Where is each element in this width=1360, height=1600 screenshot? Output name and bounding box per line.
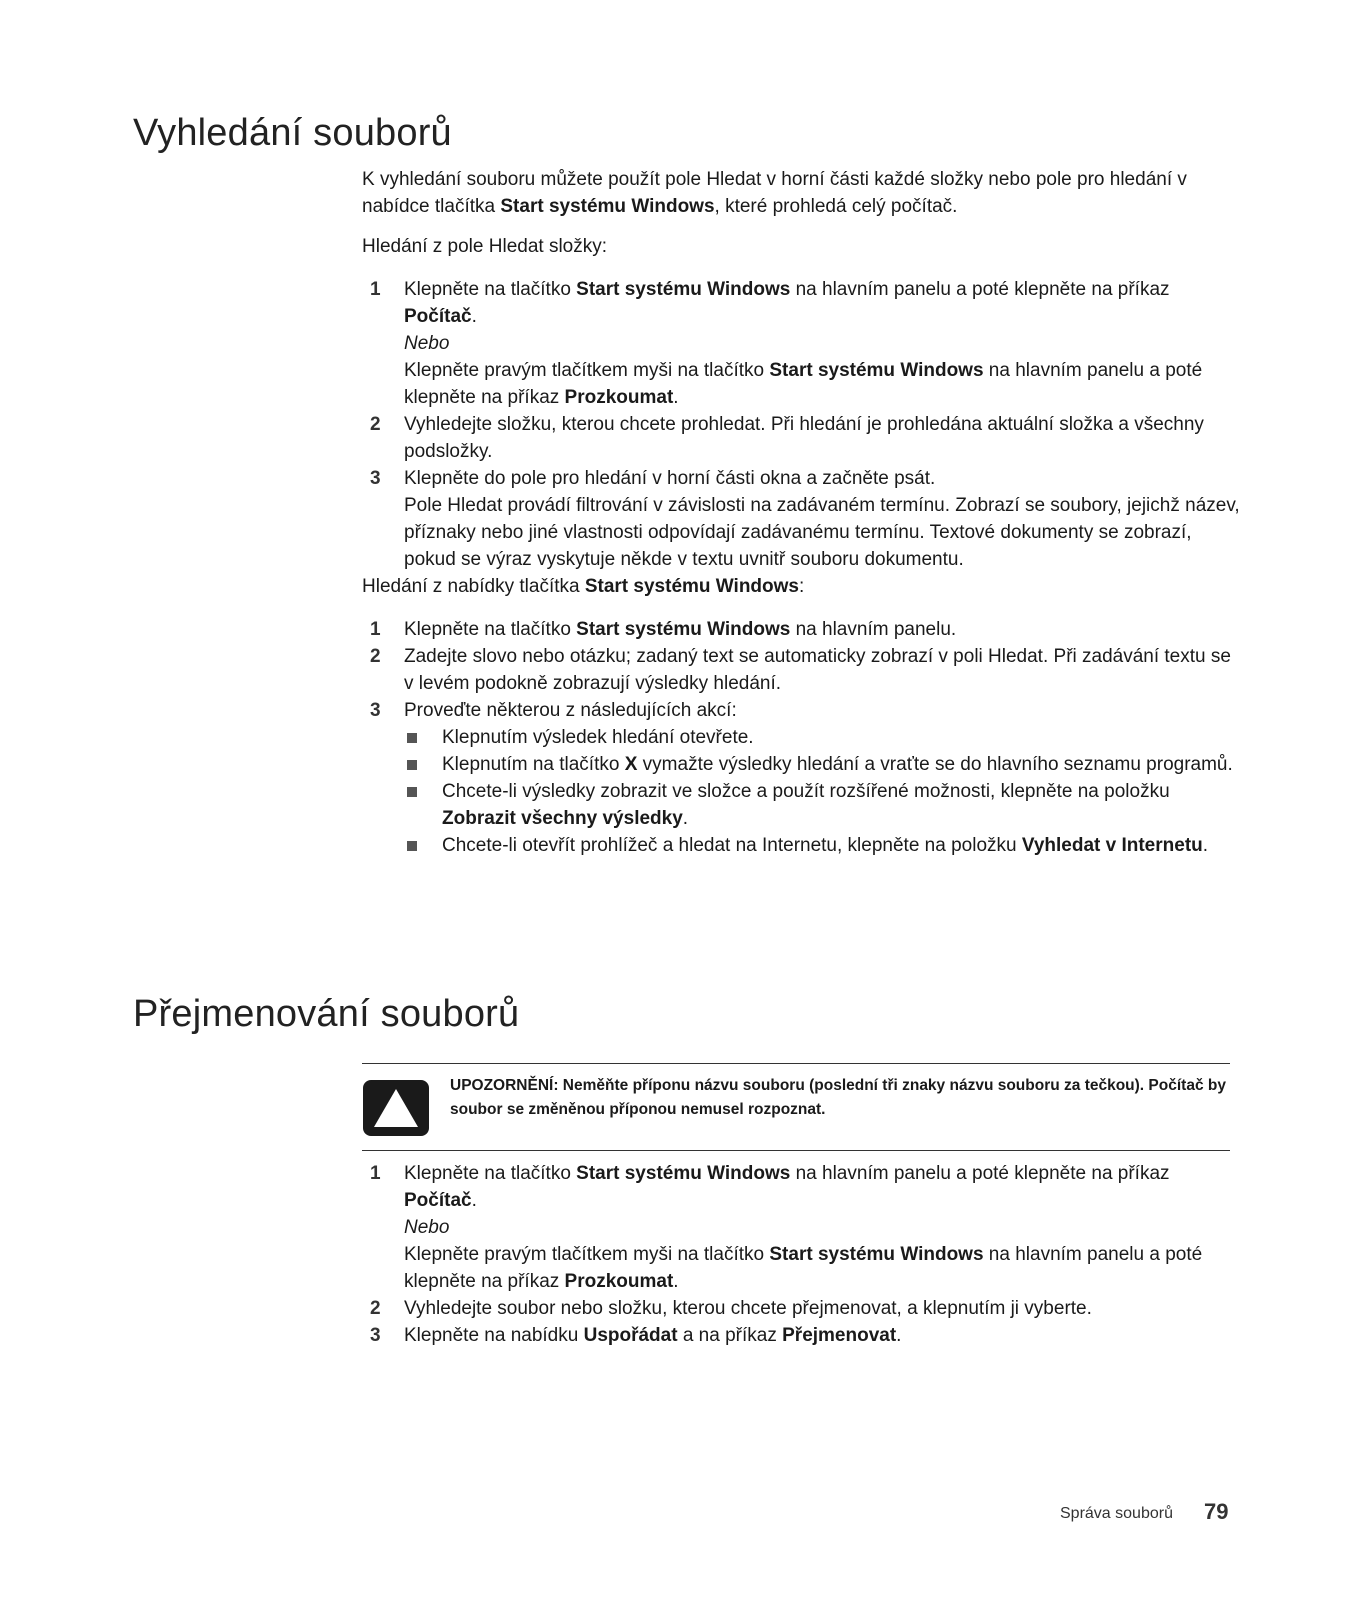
- warning-triangle-icon: [363, 1080, 429, 1136]
- warning-text: UPOZORNĚNÍ: Neměňte příponu názvu souboru (poslední tři znaky názvu souboru za tečkou). Počítač by soubor se změněnou příponou nemusel rozpoznat.: [450, 1077, 1226, 1118]
- list-item: 1 Klepněte na tlačítko Start systému Windows na hlavním panelu a poté klepněte na příkaz Počítač.: [370, 1163, 1170, 1211]
- footer-section-name: Správa souborů: [1060, 1505, 1173, 1522]
- bullet-item: Chcete-li otevřít prohlížeč a hledat na Internetu, klepněte na položku Vyhledat v Internetu.: [362, 832, 1242, 859]
- section-search-body: [362, 166, 1242, 859]
- page-number: 79: [1204, 1499, 1229, 1524]
- section-title-rename: Přejmenování souborů: [133, 993, 520, 1035]
- section-title-search: Vyhledání souborů: [133, 112, 452, 154]
- search-note: Pole Hledat provádí filtrování v závislosti na zadávaném termínu. Zobrazí se soubory, jejichž název, příznaky nebo jiné vlastnosti odpovídají zadávanému termínu. Textové dokumenty se zobrazí, pokud se výraz vyskytuje někde v textu uvnitř souboru dokumentu.: [404, 495, 1240, 570]
- nebo-label: Nebo: [404, 333, 450, 354]
- list-item: 2 Zadejte slovo nebo otázku; zadaný text se automaticky zobrazí v poli Hledat. Při zadávání textu se v levém podokně zobrazují výsledky hledání.: [370, 646, 1231, 694]
- list-item: 3 Klepněte do pole pro hledání v horní části okna a začněte psát.: [370, 468, 936, 489]
- section-rename-body: [362, 1160, 1242, 1349]
- bullet-square-icon: [407, 787, 417, 797]
- intro-paragraph: K vyhledání souboru můžete použít pole Hledat v horní části každé složky nebo pole pro hledání v nabídce tlačítka Start systému Windows, které prohledá celý počítač.: [362, 169, 1187, 217]
- bullet-square-icon: [407, 760, 417, 770]
- bullet-square-icon: [407, 841, 417, 851]
- alternative-step: Klepněte pravým tlačítkem myši na tlačítko Start systému Windows na hlavním panelu a poté klepněte na příkaz Prozkoumat.: [404, 360, 1203, 408]
- lead-folder-search: Hledání z pole Hledat složky:: [362, 236, 608, 257]
- bullet-item: Klepnutím na tlačítko X vymažte výsledky hledání a vraťte se do hlavního seznamu programů.: [362, 751, 1242, 778]
- list-item: 3 Proveďte některou z následujících akcí:: [370, 700, 737, 721]
- bullet-square-icon: [407, 733, 417, 743]
- nebo-label: Nebo: [404, 1217, 450, 1238]
- list-item: 1 Klepněte na tlačítko Start systému Windows na hlavním panelu a poté klepněte na příkaz Počítač.: [370, 279, 1170, 327]
- list-item: 2 Vyhledejte složku, kterou chcete prohledat. Při hledání je prohledána aktuální složka a všechny podsložky.: [370, 414, 1204, 462]
- lead-start-search: Hledání z nabídky tlačítka Start systému Windows:: [362, 576, 805, 597]
- warning-box: [362, 1063, 1230, 1151]
- alternative-step: Klepněte pravým tlačítkem myši na tlačítko Start systému Windows na hlavním panelu a poté klepněte na příkaz Prozkoumat.: [404, 1244, 1203, 1292]
- list-item: 2 Vyhledejte soubor nebo složku, kterou chcete přejmenovat, a klepnutím ji vyberte.: [370, 1298, 1092, 1319]
- bullet-item: Chcete-li výsledky zobrazit ve složce a použít rozšířené možnosti, klepněte na položku Zobrazit všechny výsledky.: [362, 778, 1242, 832]
- list-item: 3 Klepněte na nabídku Uspořádat a na příkaz Přejmenovat.: [370, 1325, 902, 1346]
- list-item: 1 Klepněte na tlačítko Start systému Windows na hlavním panelu.: [370, 619, 957, 640]
- bullet-item: Klepnutím výsledek hledání otevřete.: [362, 724, 1242, 751]
